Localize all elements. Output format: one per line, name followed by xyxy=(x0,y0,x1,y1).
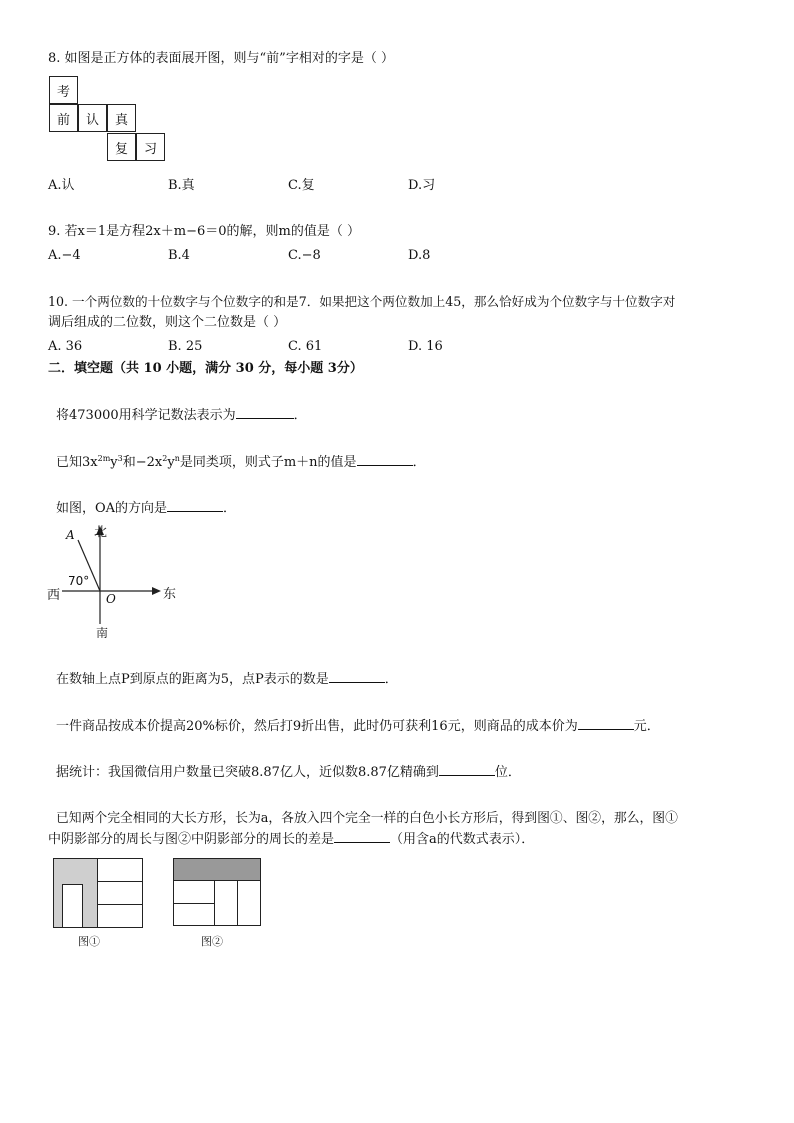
east-arrowhead xyxy=(152,587,161,595)
fill-2-exp4: n xyxy=(174,454,180,463)
section-title: 二．填空题（共 10 小题，满分 30 分，每小题 3分） xyxy=(48,361,363,376)
fig2-small-rect-2 xyxy=(173,903,215,926)
q8-option-a: A.认 xyxy=(48,178,75,193)
fig1-small-rect-2 xyxy=(97,881,143,905)
label-angle: 70° xyxy=(68,574,90,588)
fig1-small-rect-vertical xyxy=(62,884,83,928)
fill-5 xyxy=(56,717,660,736)
fill-2 xyxy=(56,453,426,472)
fill-4-blank xyxy=(329,670,385,683)
fill-5-blank xyxy=(578,717,634,730)
fill-2-exp3: 2 xyxy=(162,454,168,463)
label-a: A xyxy=(66,528,75,542)
fill-3-text: 如图，OA的方向是 xyxy=(56,501,168,516)
fill-7-line2 xyxy=(48,830,534,849)
fill-6 xyxy=(56,763,521,782)
fill-5-end: 元． xyxy=(633,719,660,734)
fill-2-text: 是同类项，则式子m＋n的值是 xyxy=(179,455,357,470)
fill-6-text: 据统计：我国微信用户数量已突破8.87亿人，近似数8.87亿精确到 xyxy=(56,765,439,780)
net-cell-xi: 习 xyxy=(136,133,165,161)
label-south: 南 xyxy=(96,626,109,640)
fill-2-end: ． xyxy=(412,455,426,470)
fill-1-end: ． xyxy=(293,408,307,423)
fill-2-y2: y xyxy=(167,455,175,470)
q10-option-d: D. 16 xyxy=(408,339,443,354)
net-cell-fu: 复 xyxy=(107,133,136,161)
fig1-small-rect-3 xyxy=(97,904,143,928)
net-cell-zhen: 真 xyxy=(107,104,136,132)
fill-3 xyxy=(56,499,236,518)
fig1-small-rect-1 xyxy=(97,858,143,882)
q10-stem-line2: 调后组成的二位数，则这个二位数是（ ） xyxy=(48,315,287,330)
q8-option-c: C.复 xyxy=(288,178,315,193)
fill-6-end: 位． xyxy=(494,765,521,780)
label-north: 北 xyxy=(94,525,108,540)
fill-1 xyxy=(56,406,307,425)
net-cell-kao: 考 xyxy=(49,76,78,104)
fig2-small-rect-3 xyxy=(214,880,238,926)
q9-option-d: D.8 xyxy=(408,248,431,263)
fig2-small-rect-1 xyxy=(173,880,215,904)
q9-option-a: A.−4 xyxy=(48,248,81,263)
net-cell-ren: 认 xyxy=(78,104,107,132)
fill-3-end: ． xyxy=(223,501,237,516)
q8-option-d: D.习 xyxy=(408,178,436,193)
q10-option-b: B. 25 xyxy=(168,339,203,354)
fill-4-end: ． xyxy=(384,672,398,687)
label-o: O xyxy=(106,592,116,606)
fig2-small-rect-4 xyxy=(237,880,261,926)
fill-7-end: （用含a的代数式表示）． xyxy=(390,832,535,847)
q10-option-c: C. 61 xyxy=(288,339,323,354)
q8-stem: 8. 如图是正方体的表面展开图，则与“前”字相对的字是（ ） xyxy=(48,51,394,66)
fig1-caption: 图① xyxy=(78,935,100,948)
fill-2-exp2: 3 xyxy=(117,454,123,463)
fill-2-y1: y xyxy=(110,455,118,470)
fill-7-line1: 已知两个完全相同的大长方形，长为a，各放入四个完全一样的白色小长方形后，得到图①、图②，那么，图① xyxy=(56,811,678,826)
fill-4-text: 在数轴上点P到原点的距离为5，点P表示的数是 xyxy=(56,672,329,687)
q9-option-c: C.−8 xyxy=(288,248,321,263)
q8-option-b: B.真 xyxy=(168,178,195,193)
q9-option-b: B.4 xyxy=(168,248,190,263)
fill-1-blank xyxy=(236,406,294,419)
fill-5-text: 一件商品按成本价提高20%标价，然后打9折出售，此时仍可获利16元，则商品的成本价为 xyxy=(56,719,578,734)
fill-2-term2: 和−2x xyxy=(122,455,163,470)
label-west: 西 xyxy=(47,588,61,603)
fill-4 xyxy=(56,670,398,689)
fill-2-blank xyxy=(357,453,413,466)
fill-7-blank xyxy=(334,830,390,843)
fig2-caption: 图② xyxy=(201,935,223,948)
fill-2-exp1: 2m xyxy=(97,454,111,463)
fill-3-blank xyxy=(167,499,223,512)
label-east: 东 xyxy=(163,587,177,602)
fill-1-text: 将473000用科学记数法表示为 xyxy=(56,408,236,423)
net-cell-qian: 前 xyxy=(49,104,78,132)
fill-6-blank xyxy=(439,763,495,776)
q9-stem: 9. 若x＝1是方程2x＋m−6＝0的解，则m的值是（ ） xyxy=(48,224,360,239)
fill-7-text: 中阴影部分的周长与图②中阴影部分的周长的差是 xyxy=(48,832,335,847)
q10-option-a: A. 36 xyxy=(48,339,83,354)
fill-2-term1: 已知3x xyxy=(56,455,98,470)
q10-stem-line1: 10. 一个两位数的十位数字与个位数字的和是7．如果把这个两位数加上45，那么恰好成为个位数字与十位数字对 xyxy=(48,294,676,309)
